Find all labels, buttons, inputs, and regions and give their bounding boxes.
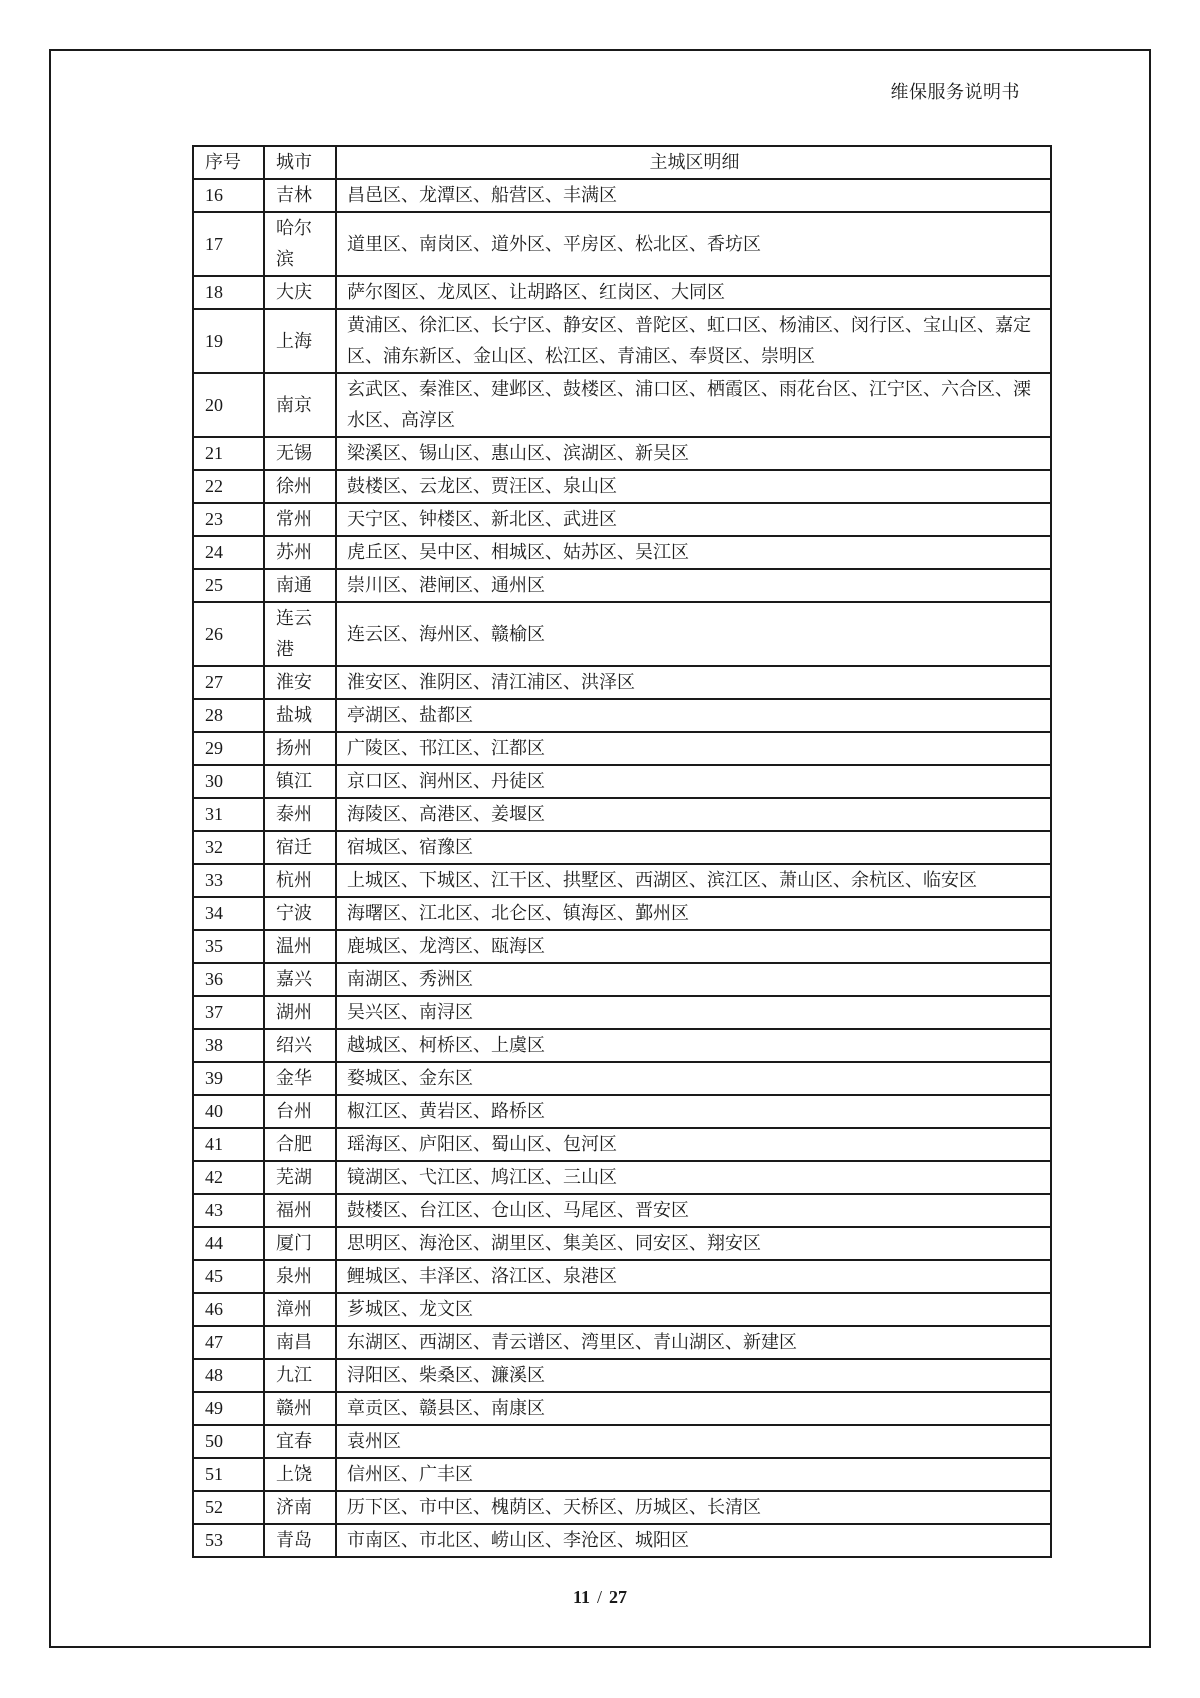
- column-header-city: 城市: [264, 146, 336, 179]
- row-number-cell: 29: [193, 732, 264, 765]
- districts-cell: 连云区、海州区、赣榆区: [336, 602, 1051, 666]
- city-cell: 漳州: [264, 1293, 336, 1326]
- table-row: [193, 1392, 1051, 1425]
- table-row: [193, 1359, 1051, 1392]
- row-number-cell: 44: [193, 1227, 264, 1260]
- row-number-cell: 24: [193, 536, 264, 569]
- table-row: [193, 1458, 1051, 1491]
- city-cell: 青岛: [264, 1524, 336, 1557]
- city-cell: 吉林: [264, 179, 336, 212]
- city-cell: 无锡: [264, 437, 336, 470]
- row-number-cell: 38: [193, 1029, 264, 1062]
- row-number-cell: 46: [193, 1293, 264, 1326]
- page-number-separator: /: [597, 1587, 603, 1607]
- districts-cell: 婺城区、金东区: [336, 1062, 1051, 1095]
- table-row: [193, 897, 1051, 930]
- table-row: [193, 963, 1051, 996]
- table-row: [193, 1029, 1051, 1062]
- table-row: [193, 1161, 1051, 1194]
- districts-cell: 虎丘区、吴中区、相城区、姑苏区、吴江区: [336, 536, 1051, 569]
- city-cell: 绍兴: [264, 1029, 336, 1062]
- table-row: [193, 1227, 1051, 1260]
- row-number-cell: 47: [193, 1326, 264, 1359]
- districts-cell: 海陵区、高港区、姜堰区: [336, 798, 1051, 831]
- page-number-total: 27: [609, 1587, 628, 1607]
- city-cell: 杭州: [264, 864, 336, 897]
- districts-cell: 道里区、南岗区、道外区、平房区、松北区、香坊区: [336, 212, 1051, 276]
- city-cell: 厦门: [264, 1227, 336, 1260]
- row-number-cell: 22: [193, 470, 264, 503]
- districts-cell: 玄武区、秦淮区、建邺区、鼓楼区、浦口区、栖霞区、雨花台区、江宁区、六合区、溧水区、高淳区: [336, 373, 1051, 437]
- row-number-cell: 17: [193, 212, 264, 276]
- table-row: [193, 1260, 1051, 1293]
- city-cell: 镇江: [264, 765, 336, 798]
- city-cell: 南京: [264, 373, 336, 437]
- row-number-cell: 25: [193, 569, 264, 602]
- table-row: [193, 309, 1051, 373]
- districts-cell: 镜湖区、弋江区、鸠江区、三山区: [336, 1161, 1051, 1194]
- districts-cell: 黄浦区、徐汇区、长宁区、静安区、普陀区、虹口区、杨浦区、闵行区、宝山区、嘉定区、浦东新区、金山区、松江区、青浦区、奉贤区、崇明区: [336, 309, 1051, 373]
- districts-cell: 鼓楼区、台江区、仓山区、马尾区、晋安区: [336, 1194, 1051, 1227]
- row-number-cell: 36: [193, 963, 264, 996]
- districts-cell: 宿城区、宿豫区: [336, 831, 1051, 864]
- table-row: [193, 569, 1051, 602]
- districts-cell: 广陵区、邗江区、江都区: [336, 732, 1051, 765]
- row-number-cell: 23: [193, 503, 264, 536]
- city-cell: 盐城: [264, 699, 336, 732]
- table-row: [193, 470, 1051, 503]
- row-number-cell: 49: [193, 1392, 264, 1425]
- city-cell: 连云港: [264, 602, 336, 666]
- row-number-cell: 26: [193, 602, 264, 666]
- row-number-cell: 53: [193, 1524, 264, 1557]
- page-number-current: 11: [572, 1587, 590, 1607]
- row-number-cell: 16: [193, 179, 264, 212]
- districts-cell: 袁州区: [336, 1425, 1051, 1458]
- districts-cell: 南湖区、秀洲区: [336, 963, 1051, 996]
- city-cell: 上海: [264, 309, 336, 373]
- table-row: [193, 437, 1051, 470]
- districts-cell: 海曙区、江北区、北仑区、镇海区、鄞州区: [336, 897, 1051, 930]
- table-row: [193, 666, 1051, 699]
- city-cell: 济南: [264, 1491, 336, 1524]
- table-row: [193, 831, 1051, 864]
- districts-cell: 章贡区、赣县区、南康区: [336, 1392, 1051, 1425]
- city-cell: 大庆: [264, 276, 336, 309]
- districts-cell: 芗城区、龙文区: [336, 1293, 1051, 1326]
- row-number-cell: 33: [193, 864, 264, 897]
- row-number-cell: 40: [193, 1095, 264, 1128]
- table-row: [193, 1326, 1051, 1359]
- city-cell: 苏州: [264, 536, 336, 569]
- table-header-row: [193, 146, 1051, 179]
- city-cell: 福州: [264, 1194, 336, 1227]
- districts-cell: 梁溪区、锡山区、惠山区、滨湖区、新吴区: [336, 437, 1051, 470]
- districts-cell: 鲤城区、丰泽区、洛江区、泉港区: [336, 1260, 1051, 1293]
- table-row: [193, 602, 1051, 666]
- row-number-cell: 28: [193, 699, 264, 732]
- table-row: [193, 732, 1051, 765]
- city-cell: 哈尔滨: [264, 212, 336, 276]
- city-cell: 泉州: [264, 1260, 336, 1293]
- table-row: [193, 996, 1051, 1029]
- districts-cell: 天宁区、钟楼区、新北区、武进区: [336, 503, 1051, 536]
- city-cell: 温州: [264, 930, 336, 963]
- districts-cell: 吴兴区、南浔区: [336, 996, 1051, 1029]
- city-cell: 湖州: [264, 996, 336, 1029]
- districts-cell: 浔阳区、柴桑区、濂溪区: [336, 1359, 1051, 1392]
- districts-cell: 萨尔图区、龙凤区、让胡路区、红岗区、大同区: [336, 276, 1051, 309]
- city-cell: 嘉兴: [264, 963, 336, 996]
- city-cell: 合肥: [264, 1128, 336, 1161]
- table-row: [193, 276, 1051, 309]
- districts-cell: 历下区、市中区、槐荫区、天桥区、历城区、长清区: [336, 1491, 1051, 1524]
- row-number-cell: 31: [193, 798, 264, 831]
- row-number-cell: 48: [193, 1359, 264, 1392]
- table-row: [193, 1293, 1051, 1326]
- districts-cell: 东湖区、西湖区、青云谱区、湾里区、青山湖区、新建区: [336, 1326, 1051, 1359]
- table-row: [193, 373, 1051, 437]
- table-row: [193, 1491, 1051, 1524]
- page-footer: [0, 1586, 1200, 1608]
- column-header-districts: 主城区明细: [336, 146, 1051, 179]
- city-cell: 常州: [264, 503, 336, 536]
- table-row: [193, 1095, 1051, 1128]
- column-header-no: 序号: [193, 146, 264, 179]
- row-number-cell: 20: [193, 373, 264, 437]
- districts-cell: 椒江区、黄岩区、路桥区: [336, 1095, 1051, 1128]
- row-number-cell: 41: [193, 1128, 264, 1161]
- table-row: [193, 212, 1051, 276]
- row-number-cell: 42: [193, 1161, 264, 1194]
- districts-cell: 瑶海区、庐阳区、蜀山区、包河区: [336, 1128, 1051, 1161]
- table-row: [193, 864, 1051, 897]
- table-row: [193, 1062, 1051, 1095]
- table-row: [193, 765, 1051, 798]
- row-number-cell: 39: [193, 1062, 264, 1095]
- row-number-cell: 18: [193, 276, 264, 309]
- city-cell: 宜春: [264, 1425, 336, 1458]
- districts-cell: 崇川区、港闸区、通州区: [336, 569, 1051, 602]
- city-districts-table: [192, 145, 1052, 1558]
- table-row: [193, 1194, 1051, 1227]
- row-number-cell: 34: [193, 897, 264, 930]
- districts-cell: 思明区、海沧区、湖里区、集美区、同安区、翔安区: [336, 1227, 1051, 1260]
- table-row: [193, 1128, 1051, 1161]
- districts-cell: 鹿城区、龙湾区、瓯海区: [336, 930, 1051, 963]
- row-number-cell: 52: [193, 1491, 264, 1524]
- districts-cell: 昌邑区、龙潭区、船营区、丰满区: [336, 179, 1051, 212]
- row-number-cell: 30: [193, 765, 264, 798]
- city-cell: 南通: [264, 569, 336, 602]
- row-number-cell: 35: [193, 930, 264, 963]
- row-number-cell: 37: [193, 996, 264, 1029]
- row-number-cell: 51: [193, 1458, 264, 1491]
- row-number-cell: 27: [193, 666, 264, 699]
- city-cell: 台州: [264, 1095, 336, 1128]
- districts-cell: 信州区、广丰区: [336, 1458, 1051, 1491]
- city-cell: 南昌: [264, 1326, 336, 1359]
- city-cell: 宿迁: [264, 831, 336, 864]
- city-cell: 泰州: [264, 798, 336, 831]
- districts-cell: 亭湖区、盐都区: [336, 699, 1051, 732]
- districts-cell: 淮安区、淮阴区、清江浦区、洪泽区: [336, 666, 1051, 699]
- city-cell: 赣州: [264, 1392, 336, 1425]
- city-cell: 徐州: [264, 470, 336, 503]
- table-row: [193, 1524, 1051, 1557]
- doc-header: [891, 80, 1021, 104]
- table-row: [193, 1425, 1051, 1458]
- districts-cell: 京口区、润州区、丹徒区: [336, 765, 1051, 798]
- table-row: [193, 179, 1051, 212]
- row-number-cell: 43: [193, 1194, 264, 1227]
- row-number-cell: 50: [193, 1425, 264, 1458]
- table-row: [193, 930, 1051, 963]
- row-number-cell: 32: [193, 831, 264, 864]
- districts-cell: 鼓楼区、云龙区、贾汪区、泉山区: [336, 470, 1051, 503]
- row-number-cell: 19: [193, 309, 264, 373]
- city-cell: 上饶: [264, 1458, 336, 1491]
- table-row: [193, 503, 1051, 536]
- city-cell: 宁波: [264, 897, 336, 930]
- city-cell: 淮安: [264, 666, 336, 699]
- city-cell: 金华: [264, 1062, 336, 1095]
- row-number-cell: 45: [193, 1260, 264, 1293]
- table-row: [193, 798, 1051, 831]
- table-row: [193, 536, 1051, 569]
- districts-cell: 越城区、柯桥区、上虞区: [336, 1029, 1051, 1062]
- doc-title: 维保服务说明书: [890, 82, 1020, 102]
- districts-cell: 上城区、下城区、江干区、拱墅区、西湖区、滨江区、萧山区、余杭区、临安区: [336, 864, 1051, 897]
- city-cell: 扬州: [264, 732, 336, 765]
- city-cell: 芜湖: [264, 1161, 336, 1194]
- row-number-cell: 21: [193, 437, 264, 470]
- districts-cell: 市南区、市北区、崂山区、李沧区、城阳区: [336, 1524, 1051, 1557]
- table-row: [193, 699, 1051, 732]
- city-cell: 九江: [264, 1359, 336, 1392]
